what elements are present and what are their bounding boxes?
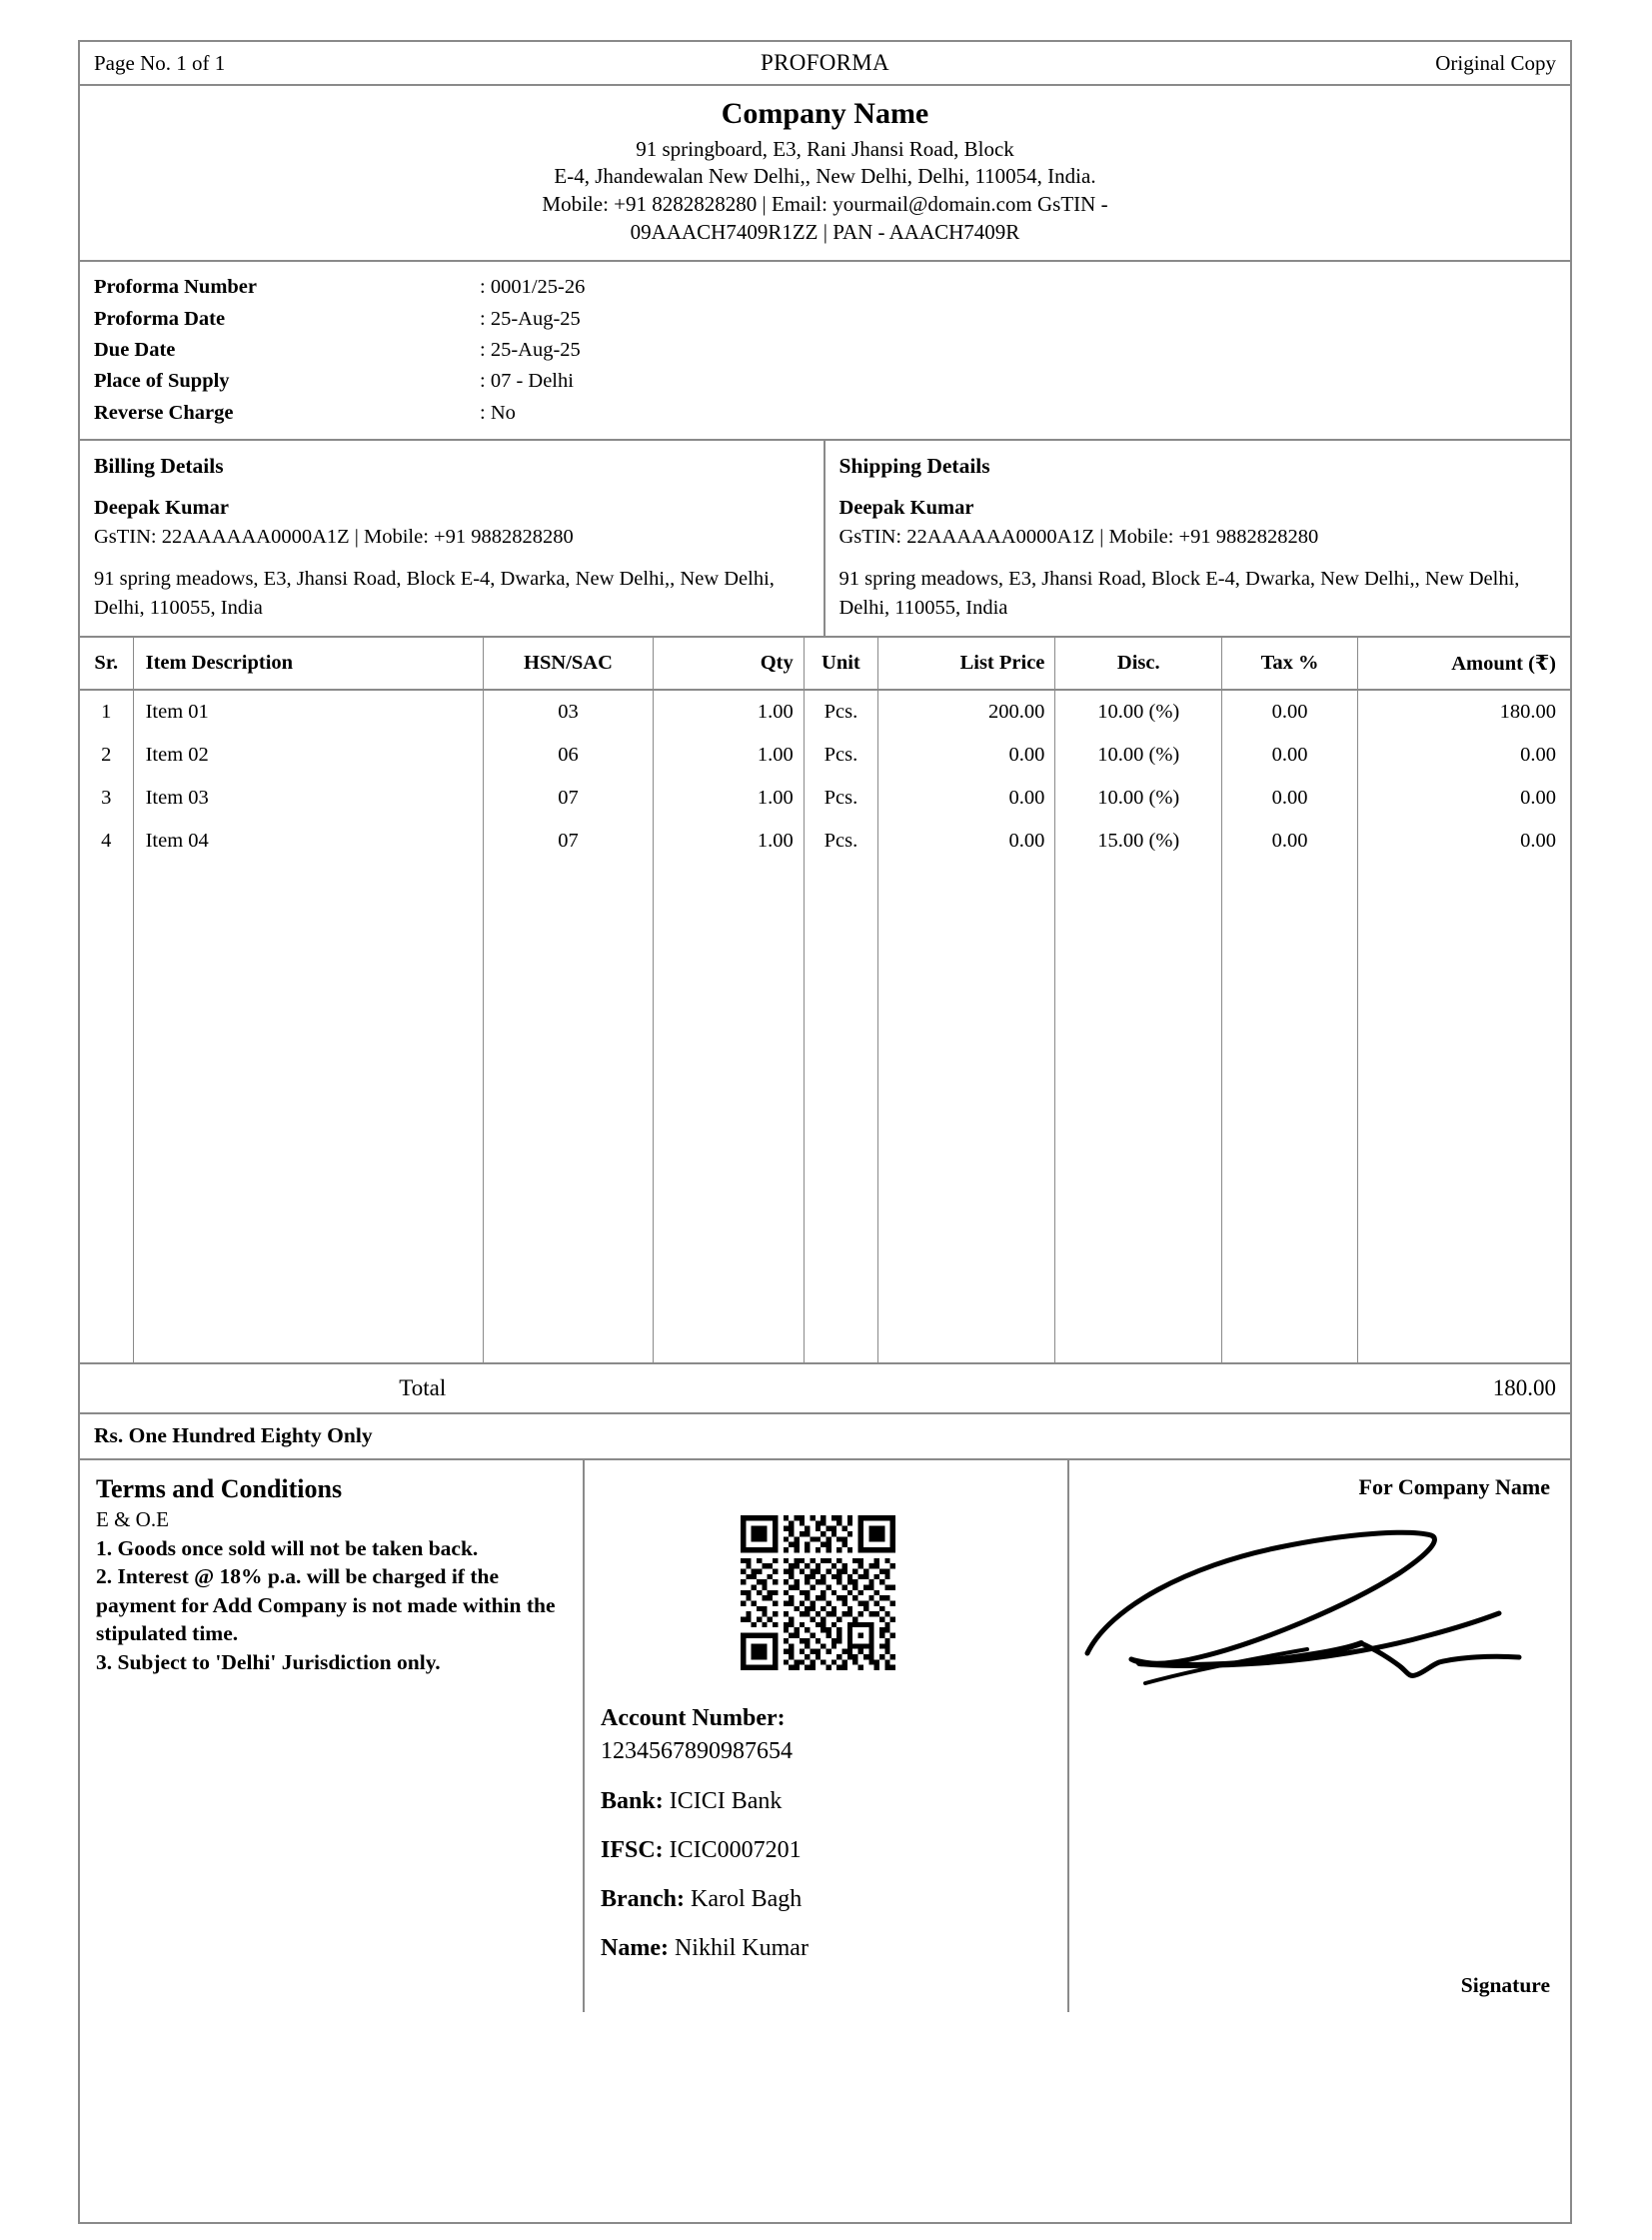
bank-details bbox=[585, 1460, 1069, 2012]
cell-description: Item 01 bbox=[133, 690, 483, 734]
table-header-row bbox=[80, 638, 1570, 690]
meta-value: : No bbox=[480, 401, 516, 424]
signature-image bbox=[1079, 1525, 1539, 1715]
filler-cell bbox=[653, 863, 804, 1362]
shipping-gstin-mobile: GsTIN: 22AAAAAA0000A1Z | Mobile: +91 9882828280 bbox=[838, 526, 1319, 549]
cell-unit: Pcs. bbox=[804, 820, 877, 863]
table-row bbox=[80, 777, 1570, 820]
total-row bbox=[80, 1362, 1570, 1414]
cell-hsn: 03 bbox=[484, 690, 654, 734]
meta-label: Proforma Number bbox=[94, 276, 258, 299]
billing-details bbox=[80, 441, 826, 636]
billing-address: 91 spring meadows, E3, Jhansi Road, Block E-4, Dwarka, New Delhi,, New Delhi, Delhi, 110055, India bbox=[94, 568, 775, 620]
billing-details-title: Billing Details bbox=[94, 453, 224, 478]
proforma-meta-block bbox=[80, 262, 1570, 441]
account-holder-label: Name: bbox=[601, 1934, 669, 1961]
column-header-list-price: List Price bbox=[878, 638, 1055, 690]
cell-disc: 10.00 (%) bbox=[1055, 734, 1222, 777]
shipping-address: 91 spring meadows, E3, Jhansi Road, Block E-4, Dwarka, New Delhi,, New Delhi, Delhi, 110055, India bbox=[838, 568, 1520, 620]
cell-amount: 180.00 bbox=[1499, 700, 1556, 723]
cell-unit: Pcs. bbox=[804, 777, 877, 820]
bank-name-row bbox=[601, 1787, 1057, 1816]
meta-row-proforma-date bbox=[80, 304, 1570, 335]
page-header-bar bbox=[80, 42, 1570, 86]
cell-unit: Pcs. bbox=[804, 734, 877, 777]
table-row bbox=[80, 690, 1570, 734]
company-address-line-1: 91 springboard, E3, Rani Jhansi Road, Block bbox=[636, 136, 1014, 161]
ifsc-label: IFSC: bbox=[601, 1837, 664, 1864]
total-label: Total bbox=[399, 1374, 447, 1400]
billing-party-name: Deepak Kumar bbox=[94, 496, 229, 519]
meta-label: Place of Supply bbox=[94, 370, 230, 393]
billing-gstin-mobile: GsTIN: 22AAAAAA0000A1Z | Mobile: +91 9882828280 bbox=[94, 526, 574, 549]
cell-tax: 0.00 bbox=[1222, 777, 1358, 820]
column-header-unit: Unit bbox=[804, 638, 877, 690]
signature-label: Signature bbox=[1460, 1972, 1550, 1997]
cell-qty: 1.00 bbox=[653, 820, 804, 863]
for-company-label: For Company Name bbox=[1358, 1473, 1550, 1499]
cell-qty: 1.00 bbox=[653, 734, 804, 777]
column-header-disc: Disc. bbox=[1055, 638, 1222, 690]
filler-cell bbox=[804, 863, 877, 1362]
cell-disc: 15.00 (%) bbox=[1055, 820, 1222, 863]
company-address-line-2: E-4, Jhandewalan New Delhi,, New Delhi, Delhi, 110054, India. bbox=[554, 164, 1096, 189]
cell-qty: 1.00 bbox=[653, 690, 804, 734]
column-header-tax: Tax % bbox=[1222, 638, 1358, 690]
cell-disc: 10.00 (%) bbox=[1055, 777, 1222, 820]
column-header-sr: Sr. bbox=[80, 638, 133, 690]
branch-row bbox=[601, 1885, 1057, 1914]
cell-sr: 1 bbox=[80, 690, 133, 734]
account-number-label-text: Account Number: bbox=[601, 1704, 786, 1731]
invoice-page bbox=[78, 40, 1572, 2224]
cell-sr: 2 bbox=[80, 734, 133, 777]
bank-name-value: ICICI Bank bbox=[669, 1788, 783, 1815]
meta-value: : 25-Aug-25 bbox=[480, 307, 581, 330]
account-holder-row bbox=[601, 1934, 1057, 1963]
filler-cell bbox=[80, 863, 133, 1362]
shipping-details bbox=[826, 441, 1571, 636]
cell-tax: 0.00 bbox=[1222, 820, 1358, 863]
column-header-hsn: HSN/SAC bbox=[484, 638, 654, 690]
cell-tax: 0.00 bbox=[1222, 734, 1358, 777]
cell-hsn: 06 bbox=[484, 734, 654, 777]
total-value: 180.00 bbox=[1492, 1374, 1556, 1400]
account-number-label bbox=[601, 1704, 1057, 1733]
filler-cell bbox=[133, 863, 483, 1362]
branch-label: Branch: bbox=[601, 1885, 685, 1912]
cell-list-price: 0.00 bbox=[878, 777, 1055, 820]
cell-description: Item 03 bbox=[133, 777, 483, 820]
signature-block bbox=[1069, 1460, 1570, 2012]
cell-sr: 4 bbox=[80, 820, 133, 863]
table-row bbox=[80, 734, 1570, 777]
shipping-details-title: Shipping Details bbox=[838, 453, 990, 478]
cell-list-price: 200.00 bbox=[878, 690, 1055, 734]
meta-value: : 25-Aug-25 bbox=[480, 338, 581, 361]
meta-value: : 07 - Delhi bbox=[480, 370, 574, 393]
filler-cell bbox=[1358, 863, 1570, 1362]
party-details-block bbox=[80, 441, 1570, 638]
company-contact-line-2: 09AAACH7409R1ZZ | PAN - AAACH7409R bbox=[630, 220, 1020, 245]
filler-cell bbox=[1222, 863, 1358, 1362]
page-number: Page No. 1 of 1 bbox=[94, 50, 226, 75]
cell-disc: 10.00 (%) bbox=[1055, 690, 1222, 734]
cell-list-price: 0.00 bbox=[878, 820, 1055, 863]
column-header-amount: Amount (₹) bbox=[1358, 638, 1570, 690]
terms-and-conditions bbox=[80, 1460, 585, 2012]
company-name: Company Name bbox=[721, 97, 929, 130]
meta-row-place-of-supply bbox=[80, 366, 1570, 397]
cell-list-price: 0.00 bbox=[878, 734, 1055, 777]
meta-label: Due Date bbox=[94, 338, 176, 361]
qr-code bbox=[741, 1515, 895, 1670]
line-items-table bbox=[80, 638, 1570, 1362]
account-number-value: 1234567890987654 bbox=[601, 1738, 793, 1765]
meta-row-proforma-number bbox=[80, 272, 1570, 303]
meta-row-due-date bbox=[80, 335, 1570, 366]
ifsc-value: ICIC0007201 bbox=[669, 1837, 802, 1864]
terms-item: 3. Subject to 'Delhi' Jurisdiction only. bbox=[96, 1649, 441, 1674]
bank-info-list bbox=[601, 1704, 1057, 1983]
amount-in-words: Rs. One Hundred Eighty Only bbox=[80, 1414, 1570, 1460]
company-header bbox=[80, 86, 1570, 262]
meta-label: Proforma Date bbox=[94, 307, 226, 330]
cell-hsn: 07 bbox=[484, 777, 654, 820]
bank-name-label: Bank: bbox=[601, 1788, 664, 1815]
terms-eoe: E & O.E bbox=[96, 1506, 169, 1531]
ifsc-row bbox=[601, 1836, 1057, 1865]
cell-description: Item 02 bbox=[133, 734, 483, 777]
terms-item: 2. Interest @ 18% p.a. will be charged if the payment for Add Company is not made within the stipulated time. bbox=[96, 1564, 556, 1646]
filler-cell bbox=[1055, 863, 1222, 1362]
branch-value: Karol Bagh bbox=[691, 1885, 803, 1912]
cell-unit: Pcs. bbox=[804, 690, 877, 734]
document-type: PROFORMA bbox=[761, 50, 889, 75]
company-contact-line-1: Mobile: +91 8282828280 | Email: yourmail@domain.com GsTIN - bbox=[542, 192, 1108, 217]
meta-row-reverse-charge bbox=[80, 398, 1570, 429]
shipping-party-name: Deepak Kumar bbox=[838, 496, 974, 519]
meta-label: Reverse Charge bbox=[94, 401, 234, 424]
table-empty-space bbox=[80, 863, 1570, 1362]
filler-cell bbox=[878, 863, 1055, 1362]
cell-amount: 0.00 bbox=[1520, 829, 1556, 852]
invoice-footer bbox=[80, 1460, 1570, 2012]
cell-tax: 0.00 bbox=[1222, 690, 1358, 734]
cell-qty: 1.00 bbox=[653, 777, 804, 820]
column-header-description: Item Description bbox=[133, 638, 483, 690]
account-holder-value: Nikhil Kumar bbox=[674, 1934, 809, 1961]
filler-cell bbox=[484, 863, 654, 1362]
table-row bbox=[80, 820, 1570, 863]
cell-amount: 0.00 bbox=[1520, 786, 1556, 809]
meta-value: : 0001/25-26 bbox=[480, 276, 586, 299]
terms-item: 1. Goods once sold will not be taken back. bbox=[96, 1535, 479, 1560]
cell-sr: 3 bbox=[80, 777, 133, 820]
copy-type-label: Original Copy bbox=[1435, 50, 1556, 75]
terms-title: Terms and Conditions bbox=[96, 1473, 343, 1503]
cell-amount: 0.00 bbox=[1520, 743, 1556, 766]
cell-hsn: 07 bbox=[484, 820, 654, 863]
column-header-qty: Qty bbox=[653, 638, 804, 690]
cell-description: Item 04 bbox=[133, 820, 483, 863]
